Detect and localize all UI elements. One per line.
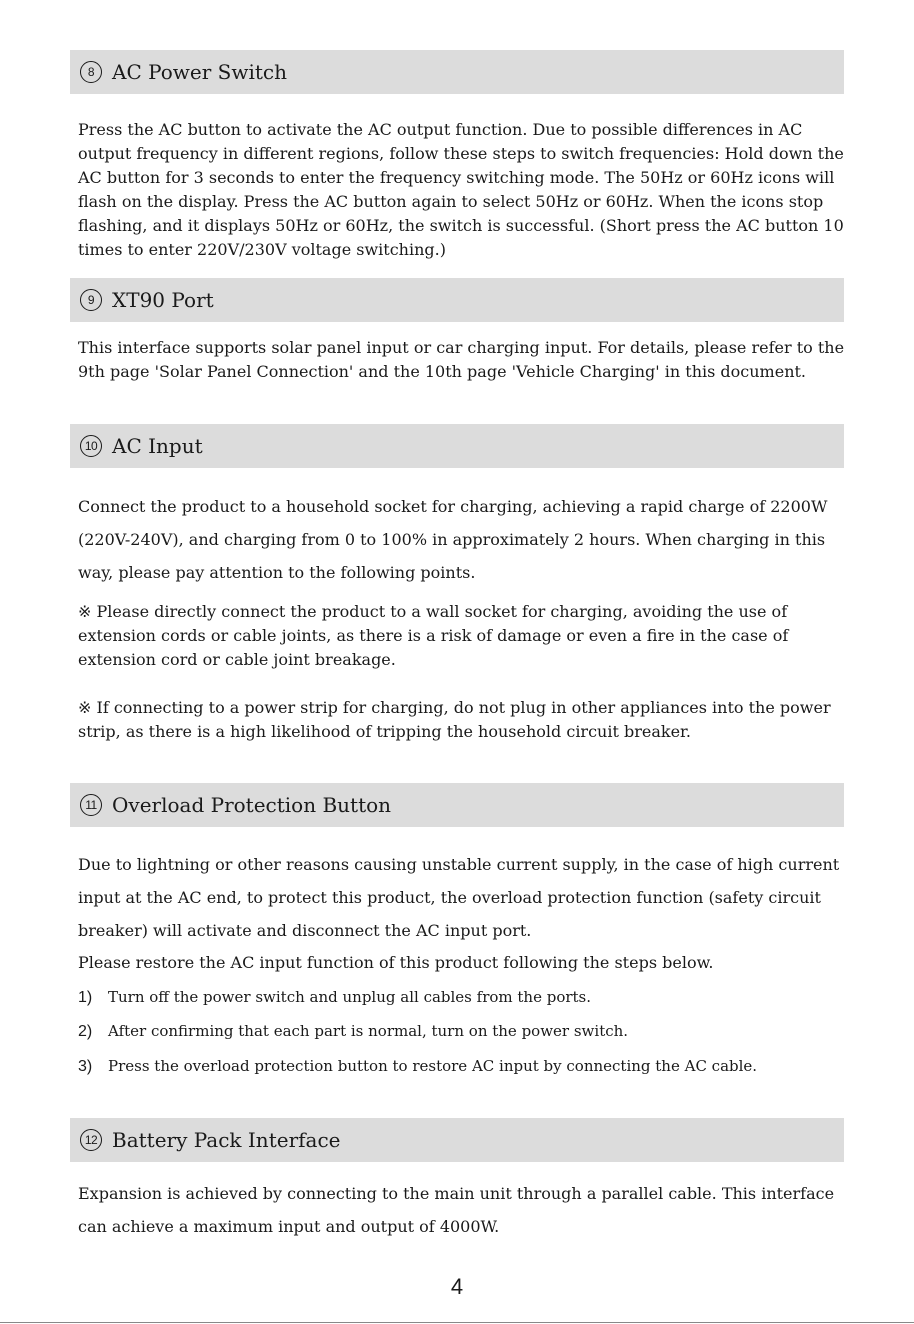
list-item [78,1056,858,1077]
section-title: Battery Pack Interface [112,1128,341,1152]
step-index: 3) [78,1058,93,1075]
section-paragraph: Expansion is achieved by connecting to the main unit through a parallel cable. This interface can achieve a maximum input and output of 4000W. [78,1184,835,1236]
step-text: Press the overload protection button to restore AC input by connecting the AC cable. [108,1057,758,1075]
step-text: Turn off the power switch and unplug all cables from the ports. [108,988,592,1006]
warning-note: ※ If connecting to a power strip for charging, do not plug in other appliances into the power strip, as there is a high likelihood of tripping the household circuit breaker. [78,698,831,741]
section-paragraph: Due to lightning or other reasons causing unstable current supply, in the case of high current input at the AC end, to protect this product, the overload protection function (safety circuit breaker) will activate and disconnect the AC input port. [78,855,840,940]
section-number-badge: 9 [80,289,102,311]
section-paragraph: Connect the product to a household socket for charging, achieving a rapid charge of 2200W (220V-240V), and charging from 0 to 100% in approximately 2 hours. When charging in this way, please pay attention to the following points. [78,497,828,582]
step-index: 1) [78,989,93,1006]
section-number-badge: 8 [80,61,102,83]
section-header-battery-pack-interface [70,1118,844,1162]
section-header-overload-protection-button [70,783,844,827]
section-title: AC Power Switch [112,60,287,84]
section-paragraph: This interface supports solar panel input or car charging input. For details, please refer to the 9th page 'Solar Panel Connection' and the 10th page 'Vehicle Charging' in this document. [78,338,845,381]
list-item [78,987,858,1008]
section-paragraph: Please restore the AC input function of this product following the steps below. [78,953,714,972]
section-title: XT90 Port [112,288,214,312]
section-title: AC Input [112,434,203,458]
page-number: 4 [450,1274,464,1299]
warning-note: ※ Please directly connect the product to a wall socket for charging, avoiding the use of extension cords or cable joints, as there is a risk of damage or even a fire in the case of extension cord or cable joint breakage. [78,602,789,669]
section-header-ac-power-switch [70,50,844,94]
section-number-badge: 12 [80,1129,102,1151]
section-header-ac-input [70,424,844,468]
section-header-xt90-port [70,278,844,322]
step-text: After confirming that each part is normal, turn on the power switch. [108,1022,629,1040]
section-paragraph: Press the AC button to activate the AC output function. Due to possible differences in AC output frequency in different regions, follow these steps to switch frequencies: Hold down the AC button for 3 seconds to enter the frequency switching mode. The 50Hz or 60Hz icons will flash on the display. Press the AC button again to select 50Hz or 60Hz. When the icons stop flashing, and it displays 50Hz or 60Hz, the switch is successful. (Short press the AC button 10 times to enter 220V/230V voltage switching.) [78,120,844,259]
step-index: 2) [78,1023,93,1040]
section-number-badge: 11 [80,794,102,816]
list-item [78,1021,858,1042]
section-title: Overload Protection Button [112,793,392,817]
section-number-badge: 10 [80,435,102,457]
page-bottom-rule [0,1322,914,1323]
